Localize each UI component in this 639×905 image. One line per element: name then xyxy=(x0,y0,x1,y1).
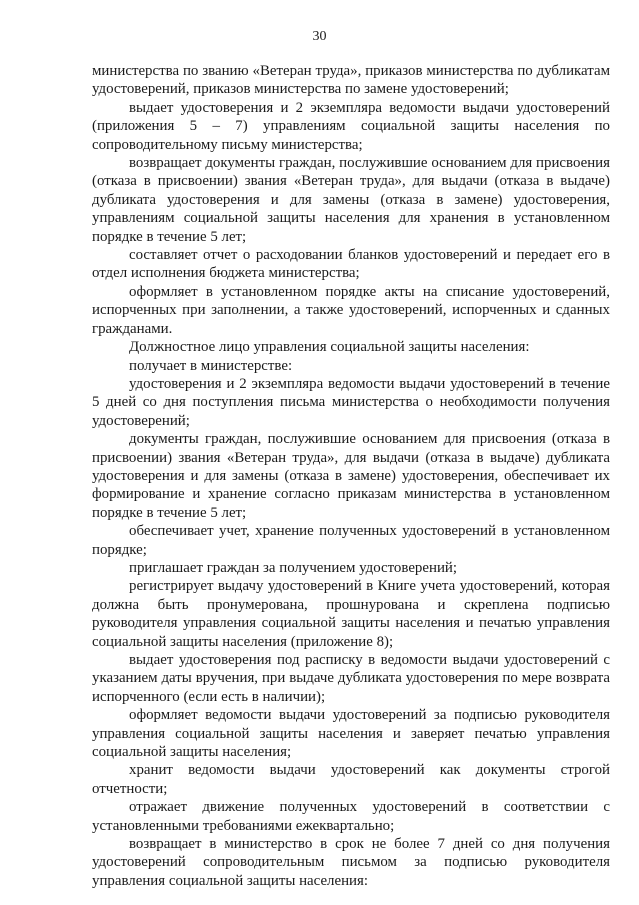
paragraph: оформляет в установленном порядке акты на списание удостоверений, испорченных при заполнении, а также удостоверений, испорченных и сданных гражданами. xyxy=(92,283,610,337)
paragraph: возвращает документы граждан, послужившие основанием для присвоения (отказа в присвоении) звания «Ветеран труда», для выдачи (отказа в выдаче) дубликата удостоверения и для замены (отказа в замене) удостоверения, управлениям социальной защиты населения для хранения в установленном порядке в течение 5 лет; xyxy=(92,155,610,245)
section-heading: Должностное лицо управления социальной защиты населения: xyxy=(129,339,530,356)
paragraph: оформляет ведомости выдачи удостоверений за подписью руководителя управления социальной защиты населения и заверяет печатью управления социальной защиты населения; xyxy=(92,707,610,761)
paragraph: получает в министерстве: xyxy=(129,357,293,374)
paragraph: возвращает в министерство в срок не более 7 дней со дня получения удостоверений сопроводительным письмом за подписью руководителя управления социальной защиты населения: xyxy=(92,836,610,889)
document-body xyxy=(92,62,610,890)
paragraph: выдает удостоверения и 2 экземпляра ведомости выдачи удостоверений (приложения 5 – 7) управлениям социальной защиты населения по сопроводительному письму министерства; xyxy=(92,99,610,153)
paragraph: отражает движение полученных удостоверений в соответствии с установленными требованиями ежеквартально; xyxy=(92,799,610,834)
paragraph: министерства по званию «Ветеран труда», приказов министерства по дубликатам удостоверений, приказов министерства по замене удостоверений; xyxy=(92,63,610,98)
paragraph: удостоверения и 2 экземпляра ведомости выдачи удостоверений в течение 5 дней со дня поступления письма министерства о необходимости получения удостоверений; xyxy=(92,375,610,429)
page-number: 30 xyxy=(312,29,327,44)
paragraph: регистрирует выдачу удостоверений в Книге учета удостоверений, которая должна быть пронумерована, прошнурована и скреплена подписью руководителя управления социальной защиты населения и печатью управления социальной защиты населения (приложение 8); xyxy=(92,578,610,650)
paragraph: хранит ведомости выдачи удостоверений как документы строгой отчетности; xyxy=(92,762,610,797)
paragraph: выдает удостоверения под расписку в ведомости выдачи удостоверений с указанием даты вручения, при выдаче дубликата удостоверения по мере возврата испорченного (если есть в наличии); xyxy=(92,652,610,705)
paragraph: документы граждан, послужившие основанием для присвоения (отказа в присвоении) звания «Ветеран труда», для выдачи (отказа в выдаче) дубликата удостоверения и для замены (отказа в замене) удостоверения, обеспечивает их формирование и хранение согласно приказам министерства в установленном порядке в течение 5 лет; xyxy=(92,431,610,521)
paragraph: обеспечивает учет, хранение полученных удостоверений в установленном порядке; xyxy=(92,523,610,558)
paragraph: приглашает граждан за получением удостоверений; xyxy=(129,559,458,576)
paragraph: составляет отчет о расходовании бланков удостоверений и передает его в отдел исполнения бюджета министерства; xyxy=(92,247,610,282)
